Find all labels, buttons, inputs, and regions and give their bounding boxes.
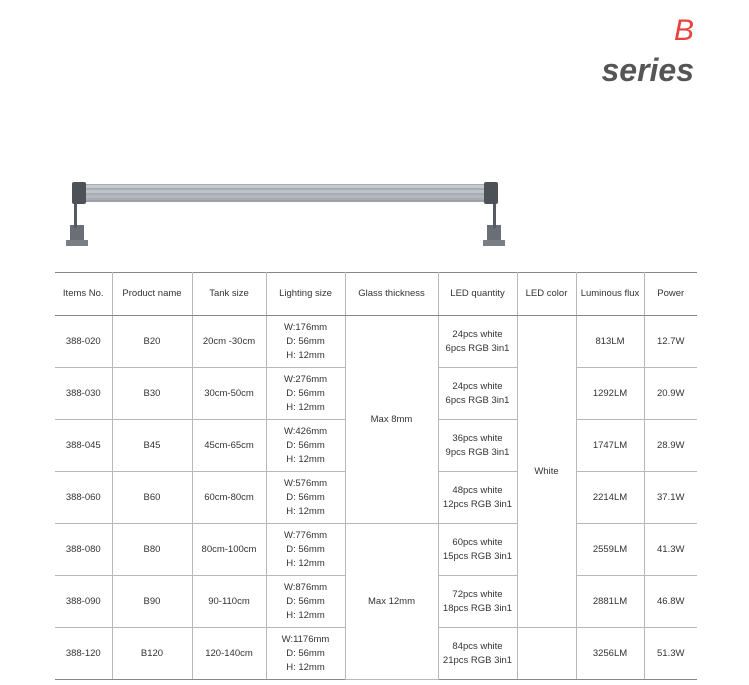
depth-value: D: 56mm <box>286 595 325 607</box>
led-white-count: 36pcs white <box>452 432 503 444</box>
depth-value: D: 56mm <box>286 387 325 399</box>
power: 12.7W <box>644 316 697 368</box>
product-name: B120 <box>112 628 192 680</box>
item-number: 388-045 <box>55 420 112 472</box>
tank-size: 20cm -30cm <box>192 316 266 368</box>
height-value: H: 12mm <box>286 453 325 465</box>
height-value: H: 12mm <box>286 505 325 517</box>
led-rgb-count: 18pcs RGB 3in1 <box>442 602 513 614</box>
height-value: H: 12mm <box>286 557 325 569</box>
depth-value: D: 56mm <box>286 335 325 347</box>
luminous-flux: 2559LM <box>576 524 644 576</box>
lighting-size <box>266 368 345 420</box>
width-value: W:776mm <box>283 529 328 541</box>
power: 28.9W <box>644 420 697 472</box>
tank-size: 120-140cm <box>192 628 266 680</box>
tank-size: 90-110cm <box>192 576 266 628</box>
lighting-size <box>266 420 345 472</box>
power: 41.3W <box>644 524 697 576</box>
depth-value: D: 56mm <box>286 439 325 451</box>
tank-size: 30cm-50cm <box>192 368 266 420</box>
led-white-count: 60pcs white <box>452 536 503 548</box>
glass-thickness: Max 12mm <box>345 524 438 680</box>
width-value: W:276mm <box>283 373 328 385</box>
series-letter: B <box>673 14 694 47</box>
lighting-size <box>266 524 345 576</box>
tank-size: 45cm-65cm <box>192 420 266 472</box>
led-rgb-count: 6pcs RGB 3in1 <box>445 394 510 406</box>
luminous-flux: 2214LM <box>576 472 644 524</box>
led-quantity <box>438 420 517 472</box>
width-value: W:176mm <box>283 321 328 333</box>
product-name: B30 <box>112 368 192 420</box>
product-name: B45 <box>112 420 192 472</box>
led-color: White <box>517 316 576 628</box>
item-number: 388-080 <box>55 524 112 576</box>
led-quantity <box>438 628 517 680</box>
column-header: Luminous flux <box>576 273 644 316</box>
power: 46.8W <box>644 576 697 628</box>
lighting-size <box>266 576 345 628</box>
led-white-count: 24pcs white <box>452 380 503 392</box>
product-name: B60 <box>112 472 192 524</box>
led-quantity <box>438 472 517 524</box>
column-header: Glass thickness <box>345 273 438 316</box>
lighting-size <box>266 316 345 368</box>
led-rgb-count: 15pcs RGB 3in1 <box>442 550 513 562</box>
width-value: W:576mm <box>283 477 328 489</box>
product-name: B20 <box>112 316 192 368</box>
led-quantity <box>438 368 517 420</box>
led-color-empty-cell <box>517 628 576 680</box>
spec-table <box>55 272 697 680</box>
led-rgb-count: 9pcs RGB 3in1 <box>445 446 510 458</box>
luminous-flux: 1747LM <box>576 420 644 472</box>
item-number: 388-090 <box>55 576 112 628</box>
column-header: LED quantity <box>438 273 517 316</box>
led-light-fixture-image <box>60 178 510 253</box>
luminous-flux: 2881LM <box>576 576 644 628</box>
luminous-flux: 813LM <box>576 316 644 368</box>
width-value: W:426mm <box>283 425 328 437</box>
power: 37.1W <box>644 472 697 524</box>
table-header-row <box>55 273 697 316</box>
led-white-count: 48pcs white <box>452 484 503 496</box>
item-number: 388-120 <box>55 628 112 680</box>
led-rgb-count: 12pcs RGB 3in1 <box>442 498 513 510</box>
led-quantity <box>438 576 517 628</box>
depth-value: D: 56mm <box>286 543 325 555</box>
led-white-count: 84pcs white <box>452 640 503 652</box>
luminous-flux: 1292LM <box>576 368 644 420</box>
tank-size: 60cm-80cm <box>192 472 266 524</box>
item-number: 388-030 <box>55 368 112 420</box>
column-header: Power <box>644 273 697 316</box>
item-number: 388-060 <box>55 472 112 524</box>
lighting-size <box>266 472 345 524</box>
glass-thickness: Max 8mm <box>345 316 438 524</box>
item-number: 388-020 <box>55 316 112 368</box>
height-value: H: 12mm <box>286 661 325 673</box>
column-header: Product name <box>112 273 192 316</box>
depth-value: D: 56mm <box>286 491 325 503</box>
lighting-size <box>266 628 345 680</box>
led-quantity <box>438 316 517 368</box>
led-rgb-count: 6pcs RGB 3in1 <box>445 342 510 354</box>
depth-value: D: 56mm <box>286 647 325 659</box>
column-header: Lighting size <box>266 273 345 316</box>
luminous-flux: 3256LM <box>576 628 644 680</box>
product-name: B90 <box>112 576 192 628</box>
width-value: W:1176mm <box>281 633 330 645</box>
width-value: W:876mm <box>283 581 328 593</box>
column-header: Tank size <box>192 273 266 316</box>
column-header: LED color <box>517 273 576 316</box>
power: 20.9W <box>644 368 697 420</box>
height-value: H: 12mm <box>286 401 325 413</box>
table-row <box>55 524 697 576</box>
product-name: B80 <box>112 524 192 576</box>
power: 51.3W <box>644 628 697 680</box>
led-quantity <box>438 524 517 576</box>
height-value: H: 12mm <box>286 349 325 361</box>
led-white-count: 24pcs white <box>452 328 503 340</box>
height-value: H: 12mm <box>286 609 325 621</box>
led-rgb-count: 21pcs RGB 3in1 <box>442 654 513 666</box>
tank-size: 80cm-100cm <box>192 524 266 576</box>
table-row <box>55 316 697 368</box>
column-header: Items No. <box>55 273 112 316</box>
series-title: series <box>601 52 694 88</box>
led-white-count: 72pcs white <box>452 588 503 600</box>
